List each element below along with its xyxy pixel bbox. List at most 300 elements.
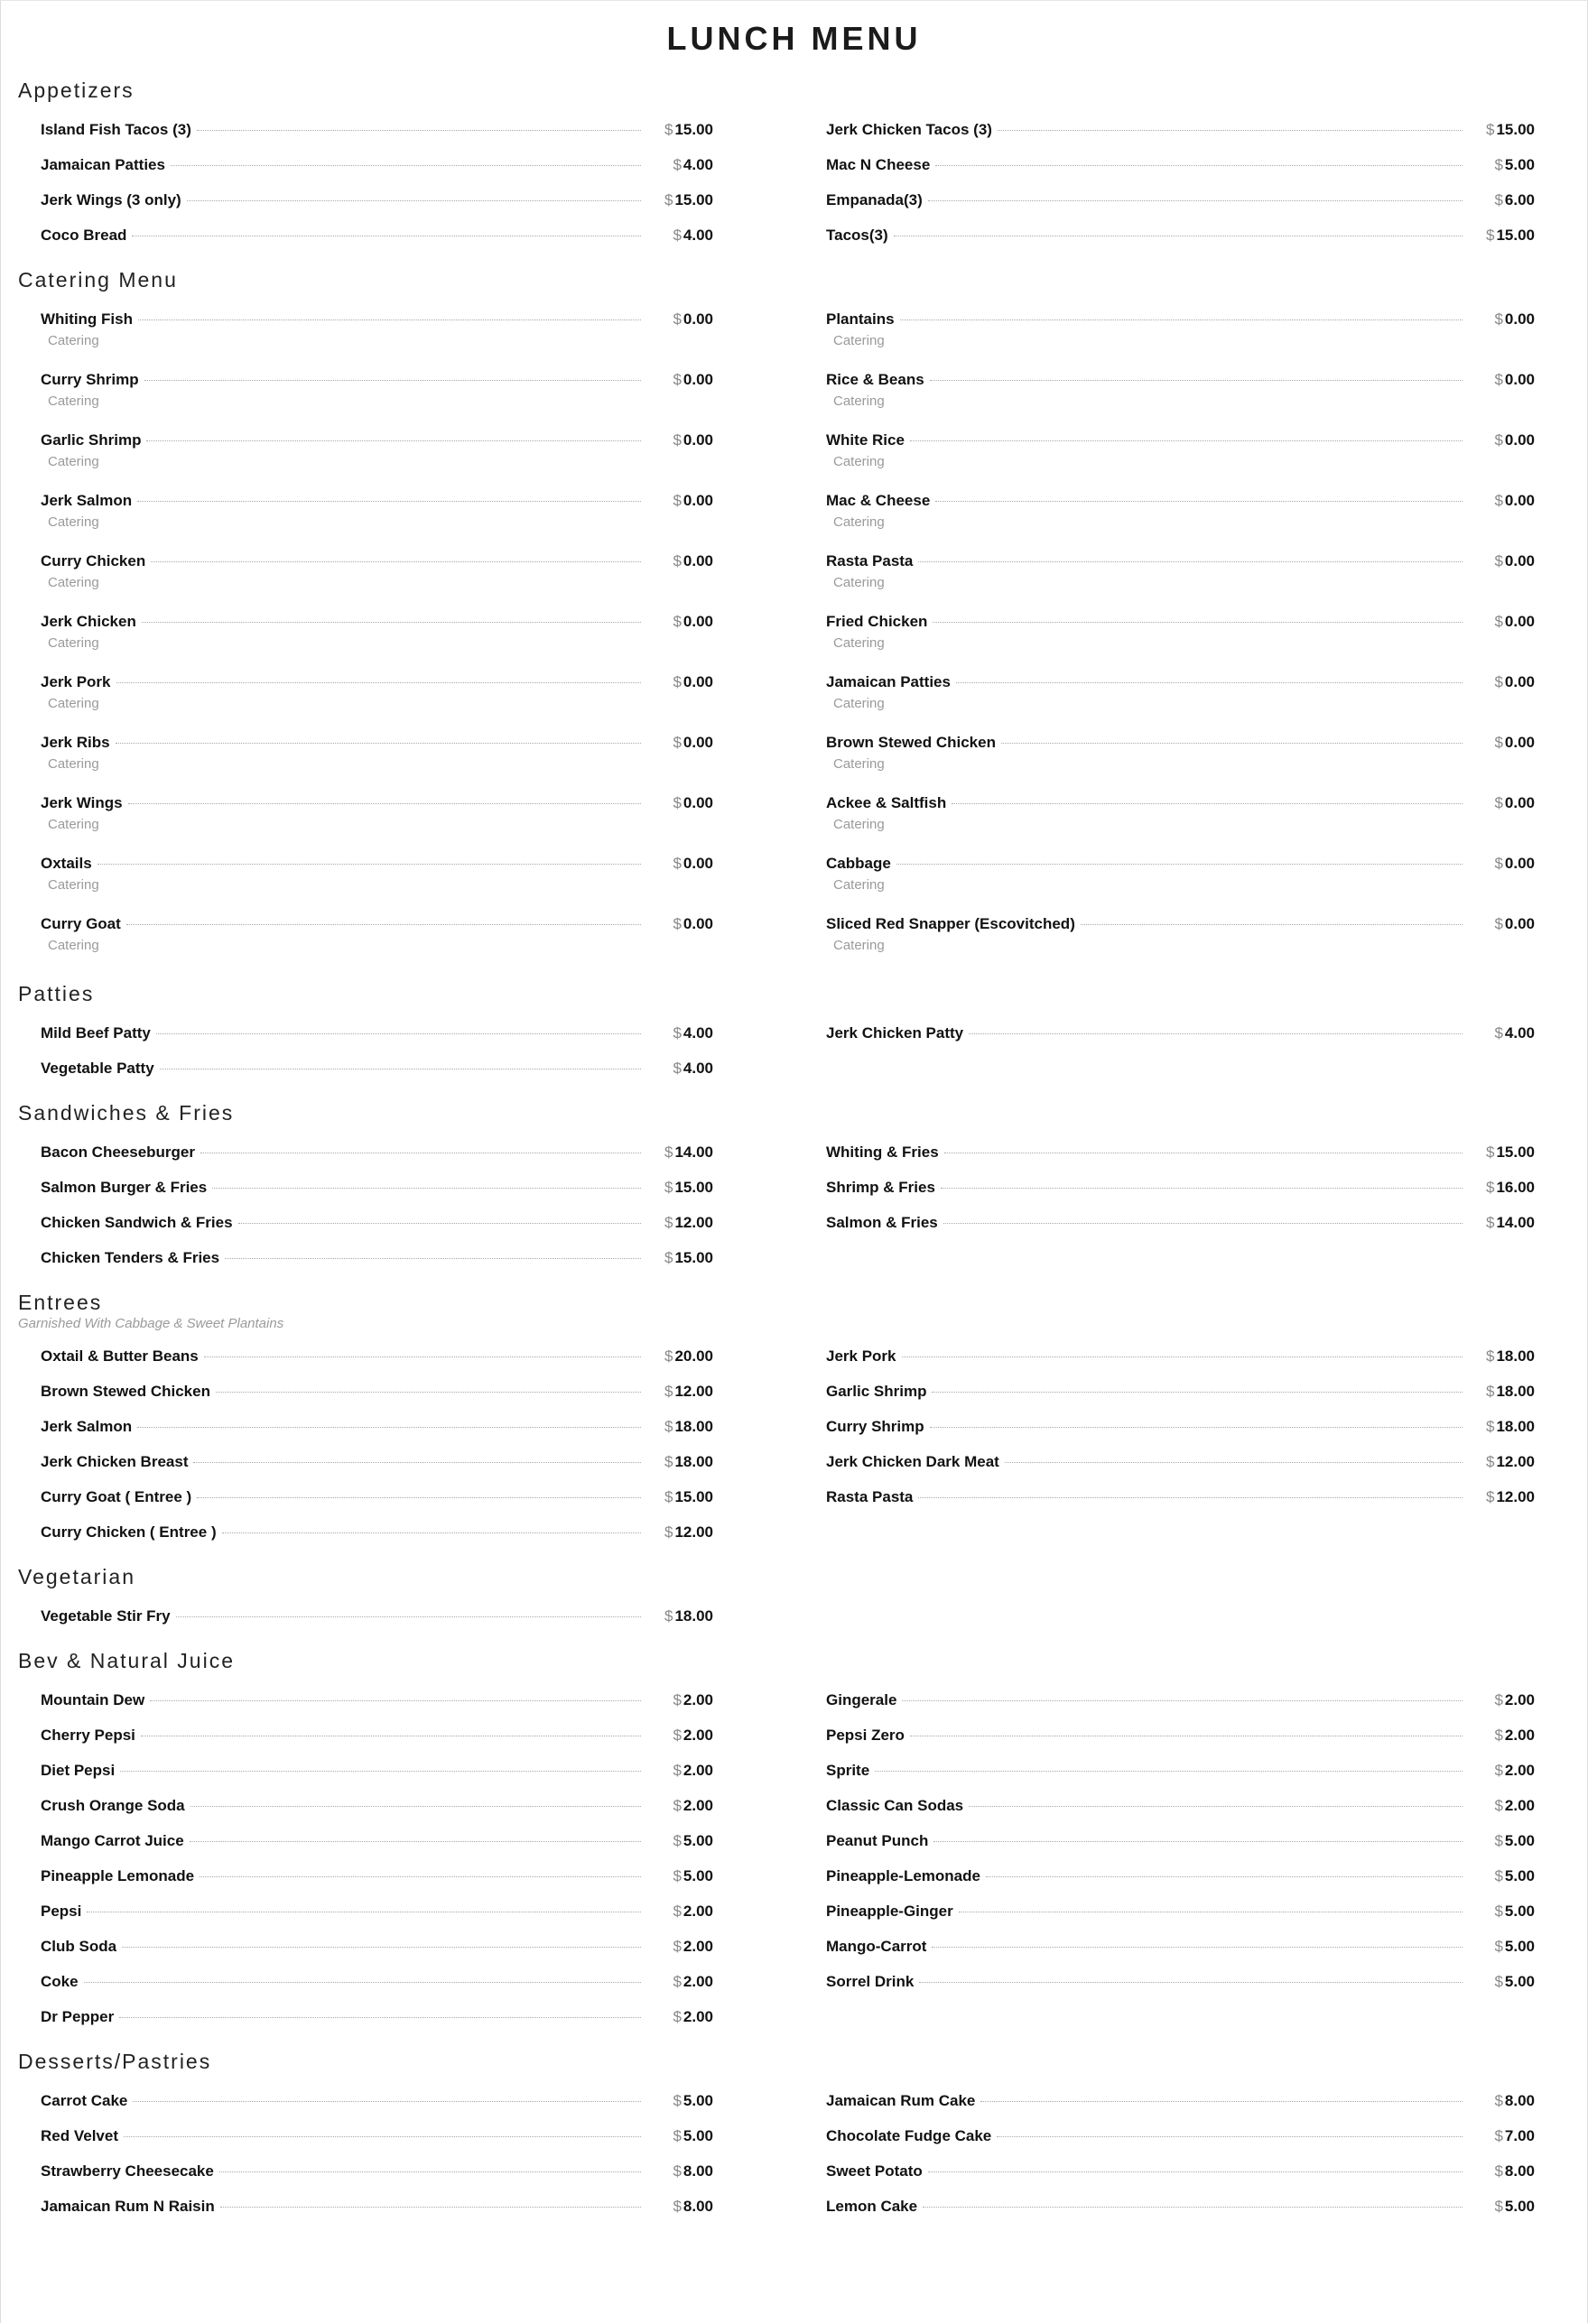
item-description: Catering xyxy=(48,575,99,590)
menu-item xyxy=(18,181,785,216)
price-value: 0.00 xyxy=(1504,310,1535,328)
price-value: 8.00 xyxy=(683,2198,713,2215)
price-value: 15.00 xyxy=(674,191,713,208)
currency-symbol: $ xyxy=(673,2092,682,2109)
currency-symbol: $ xyxy=(673,156,682,173)
currency-symbol: $ xyxy=(1494,1762,1503,1779)
item-name: Lemon Cake xyxy=(826,2198,918,2215)
price-value: 7.00 xyxy=(1504,2127,1535,2144)
section-entrees xyxy=(18,1286,1553,1560)
currency-symbol: $ xyxy=(1494,1867,1503,1884)
item-description: Catering xyxy=(833,938,885,953)
item-price xyxy=(650,118,713,142)
item-list xyxy=(18,1337,1553,1548)
menu-item xyxy=(785,1856,1553,1892)
price-value: 5.00 xyxy=(1504,1867,1535,1884)
item-name: Chocolate Fudge Cake xyxy=(826,2127,992,2144)
item-price xyxy=(1472,2089,1535,2113)
item-list xyxy=(18,1681,1553,2032)
item-name: Rice & Beans xyxy=(826,371,924,388)
item-name: Curry Goat ( Entree ) xyxy=(41,1488,192,1505)
currency-symbol: $ xyxy=(673,794,682,811)
dotted-leader xyxy=(930,1427,1463,1428)
item-price xyxy=(1472,1759,1535,1782)
currency-symbol: $ xyxy=(673,1867,682,1884)
item-price xyxy=(650,1970,713,1994)
price-value: 14.00 xyxy=(1496,1214,1535,1231)
item-name: Jerk Pork xyxy=(41,673,111,690)
item-name: Mango-Carrot xyxy=(826,1938,927,1955)
item-price xyxy=(1472,912,1535,936)
item-price xyxy=(1472,610,1535,634)
price-value: 6.00 xyxy=(1504,191,1535,208)
item-name: Mountain Dew xyxy=(41,1691,145,1708)
price-value: 2.00 xyxy=(683,1762,713,1779)
currency-symbol: $ xyxy=(1494,2092,1503,2109)
item-name: Chicken Tenders & Fries xyxy=(41,1249,220,1266)
price-value: 0.00 xyxy=(683,734,713,751)
item-price xyxy=(650,2160,713,2183)
dotted-leader xyxy=(193,1462,641,1463)
menu-item xyxy=(18,1681,785,1716)
menu-item xyxy=(785,1337,1553,1372)
item-name: Curry Shrimp xyxy=(41,371,139,388)
dotted-leader xyxy=(225,1258,641,1259)
item-price xyxy=(1472,1141,1535,1164)
dotted-leader xyxy=(918,1497,1463,1498)
dotted-leader xyxy=(952,803,1463,804)
menu-item xyxy=(18,723,785,783)
item-description: Catering xyxy=(48,454,99,469)
dotted-leader xyxy=(969,1806,1463,1807)
item-price xyxy=(1472,1724,1535,1747)
dotted-leader xyxy=(923,2207,1463,2208)
currency-symbol: $ xyxy=(1494,1797,1503,1814)
currency-symbol: $ xyxy=(1485,1214,1495,1231)
page-title: LUNCH MENU xyxy=(666,20,922,57)
item-price xyxy=(1472,1450,1535,1474)
currency-symbol: $ xyxy=(664,121,673,138)
menu-item xyxy=(785,1821,1553,1856)
currency-symbol: $ xyxy=(664,1523,673,1541)
item-price xyxy=(1472,1935,1535,1958)
item-price xyxy=(1472,489,1535,513)
dotted-leader xyxy=(98,864,641,865)
item-name: Peanut Punch xyxy=(826,1832,929,1849)
price-value: 0.00 xyxy=(1504,794,1535,811)
item-name: Jerk Ribs xyxy=(41,734,110,751)
price-value: 4.00 xyxy=(1504,1024,1535,1042)
item-name: Pineapple-Lemonade xyxy=(826,1867,980,1884)
price-value: 0.00 xyxy=(683,371,713,388)
menu-item xyxy=(785,1716,1553,1751)
menu-item xyxy=(18,300,785,360)
currency-symbol: $ xyxy=(673,1024,682,1042)
section-spacer xyxy=(18,1548,1553,1560)
section-spacer xyxy=(18,2222,1553,2235)
dotted-leader xyxy=(1005,1462,1463,1463)
price-value: 20.00 xyxy=(674,1347,713,1365)
dotted-leader xyxy=(896,864,1463,865)
price-value: 15.00 xyxy=(674,1179,713,1196)
item-price xyxy=(1472,153,1535,177)
currency-symbol: $ xyxy=(1494,2162,1503,2180)
item-name: Island Fish Tacos (3) xyxy=(41,121,191,138)
item-name: Curry Chicken ( Entree ) xyxy=(41,1523,217,1541)
currency-symbol: $ xyxy=(673,2008,682,2025)
item-price xyxy=(650,1211,713,1235)
section-spacer xyxy=(18,1084,1553,1097)
price-value: 18.00 xyxy=(674,1607,713,1625)
item-description: Catering xyxy=(48,333,99,348)
menu-item xyxy=(18,783,785,844)
menu-item xyxy=(785,1892,1553,1927)
currency-symbol: $ xyxy=(673,915,682,932)
item-name: Strawberry Cheesecake xyxy=(41,2162,214,2180)
item-price xyxy=(1472,118,1535,142)
currency-symbol: $ xyxy=(664,1347,673,1365)
currency-symbol: $ xyxy=(1494,1691,1503,1708)
price-value: 5.00 xyxy=(1504,1903,1535,1920)
menu-item xyxy=(18,1892,785,1927)
section-desserts xyxy=(18,2045,1553,2235)
item-price xyxy=(1472,1900,1535,1923)
dotted-leader xyxy=(116,743,641,744)
price-value: 5.00 xyxy=(683,2127,713,2144)
price-value: 2.00 xyxy=(1504,1691,1535,1708)
currency-symbol: $ xyxy=(1494,371,1503,388)
item-name: Garlic Shrimp xyxy=(41,431,142,449)
item-price xyxy=(650,792,713,815)
section-spacer xyxy=(18,251,1553,264)
item-price xyxy=(1472,1486,1535,1509)
item-description: Catering xyxy=(833,454,885,469)
currency-symbol: $ xyxy=(673,855,682,872)
currency-symbol: $ xyxy=(664,1214,673,1231)
currency-symbol: $ xyxy=(664,1418,673,1435)
currency-symbol: $ xyxy=(1494,734,1503,751)
currency-symbol: $ xyxy=(1494,552,1503,569)
item-price xyxy=(650,610,713,634)
item-price xyxy=(650,153,713,177)
currency-symbol: $ xyxy=(1485,1383,1495,1400)
section-title: Patties xyxy=(18,982,95,1005)
currency-symbol: $ xyxy=(1494,855,1503,872)
item-name: Jerk Pork xyxy=(826,1347,896,1365)
menu-item xyxy=(18,1962,785,1997)
item-price xyxy=(1472,1380,1535,1403)
dotted-leader xyxy=(238,1223,641,1224)
menu-item xyxy=(18,1597,785,1632)
item-name: Empanada(3) xyxy=(826,191,923,208)
price-value: 0.00 xyxy=(683,613,713,630)
item-price xyxy=(650,1829,713,1853)
item-name: Chicken Sandwich & Fries xyxy=(41,1214,233,1231)
menu-item xyxy=(18,1049,785,1084)
menu-item xyxy=(18,1751,785,1786)
currency-symbol: $ xyxy=(1494,310,1503,328)
item-description: Catering xyxy=(48,696,99,711)
currency-symbol: $ xyxy=(1494,915,1503,932)
dotted-leader xyxy=(142,622,641,623)
item-price xyxy=(650,912,713,936)
dotted-leader xyxy=(956,682,1463,683)
item-price xyxy=(650,1246,713,1270)
item-name: Garlic Shrimp xyxy=(826,1383,927,1400)
price-value: 8.00 xyxy=(683,2162,713,2180)
price-value: 4.00 xyxy=(683,227,713,244)
menu-item xyxy=(18,1442,785,1477)
section-title: Bev & Natural Juice xyxy=(18,1649,235,1672)
menu-item xyxy=(785,904,1553,965)
item-price xyxy=(650,1057,713,1080)
menu-item xyxy=(785,1751,1553,1786)
menu-item xyxy=(785,723,1553,783)
item-price xyxy=(1472,1865,1535,1888)
section-spacer xyxy=(18,2032,1553,2045)
dotted-leader xyxy=(190,1841,641,1842)
price-value: 5.00 xyxy=(683,2092,713,2109)
item-price xyxy=(650,429,713,452)
price-value: 4.00 xyxy=(683,1060,713,1077)
price-value: 12.00 xyxy=(674,1523,713,1541)
item-description: Catering xyxy=(48,877,99,893)
currency-symbol: $ xyxy=(1494,1938,1503,1955)
price-value: 0.00 xyxy=(1504,613,1535,630)
dotted-leader xyxy=(928,200,1463,201)
section-title: Vegetarian xyxy=(18,1565,135,1588)
item-price xyxy=(650,2125,713,2148)
item-price xyxy=(650,1794,713,1818)
item-name: Jerk Wings xyxy=(41,794,123,811)
menu-item xyxy=(785,1962,1553,1997)
item-price xyxy=(1472,2160,1535,2183)
currency-symbol: $ xyxy=(673,431,682,449)
price-value: 16.00 xyxy=(1496,1179,1535,1196)
price-value: 18.00 xyxy=(1496,1347,1535,1365)
currency-symbol: $ xyxy=(664,1179,673,1196)
item-name: Red Velvet xyxy=(41,2127,118,2144)
currency-symbol: $ xyxy=(1494,191,1503,208)
currency-symbol: $ xyxy=(673,1797,682,1814)
item-price xyxy=(1472,1022,1535,1045)
menu-item xyxy=(785,1014,1553,1049)
dotted-leader xyxy=(969,1033,1463,1034)
item-name: Jamaican Patties xyxy=(41,156,165,173)
section-title: Sandwiches & Fries xyxy=(18,1101,235,1125)
price-value: 2.00 xyxy=(683,1727,713,1744)
price-value: 5.00 xyxy=(1504,2198,1535,2215)
section-appetizers xyxy=(18,74,1553,264)
currency-symbol: $ xyxy=(1494,673,1503,690)
price-value: 2.00 xyxy=(1504,1762,1535,1779)
dotted-leader xyxy=(932,1947,1463,1948)
price-value: 15.00 xyxy=(1496,227,1535,244)
item-name: Oxtails xyxy=(41,855,92,872)
item-price xyxy=(650,1450,713,1474)
item-name: Shrimp & Fries xyxy=(826,1179,935,1196)
currency-symbol: $ xyxy=(673,552,682,569)
item-price xyxy=(1472,1689,1535,1712)
item-price xyxy=(650,1022,713,1045)
dotted-leader xyxy=(902,1356,1463,1357)
menu-item xyxy=(18,1477,785,1513)
section-title: Desserts/Pastries xyxy=(18,2050,212,2073)
dotted-leader xyxy=(200,1876,641,1877)
currency-symbol: $ xyxy=(664,1488,673,1505)
menu-item xyxy=(785,1442,1553,1477)
item-name: Mango Carrot Juice xyxy=(41,1832,184,1849)
menu-item xyxy=(18,1014,785,1049)
menu-item xyxy=(785,360,1553,421)
item-price xyxy=(650,308,713,331)
dotted-leader xyxy=(220,2207,641,2208)
currency-symbol: $ xyxy=(673,1832,682,1849)
dotted-leader xyxy=(204,1356,641,1357)
price-value: 2.00 xyxy=(683,1938,713,1955)
menu-item xyxy=(18,2081,785,2116)
price-value: 2.00 xyxy=(683,1691,713,1708)
menu-item xyxy=(18,110,785,145)
menu-item xyxy=(785,844,1553,904)
item-name: Curry Goat xyxy=(41,915,121,932)
item-name: Carrot Cake xyxy=(41,2092,128,2109)
item-list xyxy=(18,110,1553,251)
menu-item xyxy=(18,1821,785,1856)
item-name: Jerk Wings (3 only) xyxy=(41,191,181,208)
item-name: Diet Pepsi xyxy=(41,1762,116,1779)
price-value: 5.00 xyxy=(683,1832,713,1849)
currency-symbol: $ xyxy=(1485,1488,1495,1505)
menu-item xyxy=(18,1856,785,1892)
item-description: Catering xyxy=(833,756,885,772)
price-value: 0.00 xyxy=(683,794,713,811)
item-price xyxy=(650,1724,713,1747)
currency-symbol: $ xyxy=(673,1691,682,1708)
section-sandwiches xyxy=(18,1097,1553,1286)
price-value: 0.00 xyxy=(1504,431,1535,449)
dotted-leader xyxy=(171,165,641,166)
item-name: Bacon Cheeseburger xyxy=(41,1143,195,1161)
item-price xyxy=(1472,224,1535,247)
item-price xyxy=(650,224,713,247)
item-name: Pineapple-Ginger xyxy=(826,1903,953,1920)
price-value: 18.00 xyxy=(1496,1383,1535,1400)
dotted-leader xyxy=(928,2171,1463,2172)
menu-item xyxy=(785,1681,1553,1716)
currency-symbol: $ xyxy=(1494,794,1503,811)
price-value: 0.00 xyxy=(683,552,713,569)
item-name: Plantains xyxy=(826,310,895,328)
price-value: 15.00 xyxy=(674,1488,713,1505)
item-name: Jamaican Rum Cake xyxy=(826,2092,976,2109)
dotted-leader xyxy=(998,130,1463,131)
section-spacer xyxy=(18,965,1553,977)
item-description: Catering xyxy=(833,635,885,651)
dotted-leader xyxy=(1081,924,1463,925)
dotted-leader xyxy=(138,319,641,320)
dotted-leader xyxy=(212,1188,641,1189)
currency-symbol: $ xyxy=(1494,1024,1503,1042)
menu-item xyxy=(785,662,1553,723)
item-price xyxy=(650,1380,713,1403)
dotted-leader xyxy=(128,803,641,804)
price-value: 4.00 xyxy=(683,156,713,173)
menu-item xyxy=(785,1786,1553,1821)
item-name: Crush Orange Soda xyxy=(41,1797,185,1814)
dotted-leader xyxy=(197,1497,641,1498)
item-name: Sweet Potato xyxy=(826,2162,923,2180)
menu-item xyxy=(785,1407,1553,1442)
menu-item xyxy=(785,1372,1553,1407)
currency-symbol: $ xyxy=(1485,1453,1495,1470)
item-name: Jerk Salmon xyxy=(41,1418,133,1435)
item-description: Catering xyxy=(833,394,885,409)
menu-item xyxy=(785,542,1553,602)
item-list xyxy=(18,300,1553,965)
currency-symbol: $ xyxy=(673,734,682,751)
item-price xyxy=(650,189,713,212)
section-spacer xyxy=(18,1632,1553,1644)
currency-symbol: $ xyxy=(673,1938,682,1955)
menu-item xyxy=(18,1372,785,1407)
dotted-leader xyxy=(933,622,1463,623)
currency-symbol: $ xyxy=(673,492,682,509)
item-price xyxy=(1472,189,1535,212)
item-name: Pineapple Lemonade xyxy=(41,1867,195,1884)
price-value: 5.00 xyxy=(1504,156,1535,173)
menu-item xyxy=(18,2152,785,2187)
item-price xyxy=(1472,731,1535,755)
currency-symbol: $ xyxy=(1494,156,1503,173)
dotted-leader xyxy=(910,440,1463,441)
dotted-leader xyxy=(116,682,642,683)
dotted-leader xyxy=(986,1876,1463,1877)
menu-item xyxy=(785,145,1553,181)
currency-symbol: $ xyxy=(664,1607,673,1625)
item-price xyxy=(1472,2195,1535,2218)
menu-item xyxy=(785,602,1553,662)
dotted-leader xyxy=(126,924,641,925)
item-price xyxy=(1472,1415,1535,1439)
item-name: Pepsi Zero xyxy=(826,1727,905,1744)
dotted-leader xyxy=(918,561,1463,562)
menu-item xyxy=(18,1168,785,1203)
currency-symbol: $ xyxy=(1494,1727,1503,1744)
menu-item xyxy=(18,360,785,421)
item-name: Brown Stewed Chicken xyxy=(826,734,996,751)
price-value: 0.00 xyxy=(1504,915,1535,932)
dotted-leader xyxy=(84,1982,641,1983)
item-name: Coco Bread xyxy=(41,227,127,244)
item-name: Jerk Chicken Breast xyxy=(41,1453,189,1470)
section-title: Entrees xyxy=(18,1291,103,1314)
item-price xyxy=(650,731,713,755)
price-value: 12.00 xyxy=(674,1214,713,1231)
menu-item xyxy=(785,216,1553,251)
menu-item xyxy=(785,783,1553,844)
item-price xyxy=(650,1759,713,1782)
menu-item xyxy=(18,1203,785,1238)
currency-symbol: $ xyxy=(673,1727,682,1744)
item-name: Ackee & Saltfish xyxy=(826,794,947,811)
dotted-leader xyxy=(150,1700,641,1701)
item-price xyxy=(1472,1829,1535,1853)
item-price xyxy=(1472,2125,1535,2148)
price-value: 0.00 xyxy=(1504,371,1535,388)
price-value: 14.00 xyxy=(674,1143,713,1161)
item-description: Catering xyxy=(833,333,885,348)
